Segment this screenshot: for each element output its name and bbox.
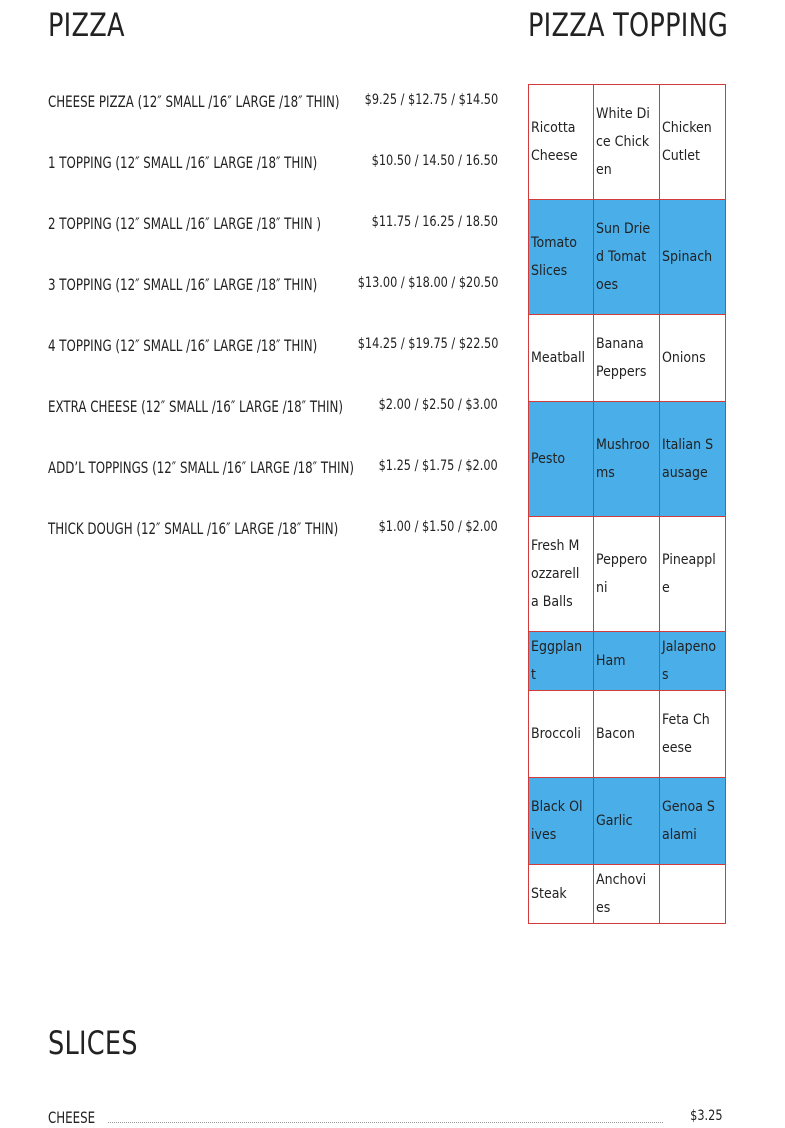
menu-item-name: THICK DOUGH (12″ SMALL /16″ LARGE /18″ THIN) [48,519,339,538]
menu-item-price: $1.00 / $1.50 / $2.00 [378,519,498,535]
topping-cell [594,200,660,315]
topping-cell [529,200,594,315]
topping-label: Jalapenos [662,639,717,683]
topping-cell [529,85,594,200]
topping-label: Tomato Slices [531,235,577,279]
topping-label: Ricotta Cheese [531,120,578,164]
slice-item-name: CHEESE [48,1108,96,1127]
topping-label: Ham [596,653,626,669]
topping-label: Fresh Mozzarella Balls [531,538,580,610]
topping-cell [660,865,726,924]
topping-cell [594,517,660,632]
topping-label: Meatball [531,350,586,366]
menu-item [48,84,498,145]
topping-cell [594,865,660,924]
menu-item-name: 4 TOPPING (12″ SMALL /16″ LARGE /18″ THIN) [48,336,318,355]
topping-cell [594,85,660,200]
topping-label: Bacon [596,726,635,742]
menu-item [48,511,498,572]
menu-item [48,389,498,450]
topping-cell [660,315,726,402]
topping-label: Black Olives [531,799,583,843]
menu-item-price: $1.25 / $1.75 / $2.00 [378,458,498,474]
topping-label: Steak [531,886,567,902]
topping-cell [529,402,594,517]
topping-row [529,865,726,924]
menu-item-price: $13.00 / $18.00 / $20.50 [357,275,498,291]
topping-label: White Dice Chicken [596,106,650,178]
topping-cell [594,632,660,691]
topping-cell [660,691,726,778]
topping-row [529,691,726,778]
menu-item [48,328,498,389]
topping-row [529,315,726,402]
menu-item-price: $11.75 / 16.25 / 18.50 [371,214,498,230]
topping-label: Italian Sausage [662,437,714,481]
menu-item [48,145,498,206]
topping-row [529,778,726,865]
menu-item-name: 2 TOPPING (12″ SMALL /16″ LARGE /18″ THIN ) [48,214,322,233]
menu-item-price: $10.50 / 14.50 / 16.50 [371,153,498,169]
topping-cell [660,632,726,691]
menu-item [48,450,498,511]
topping-label: Pesto [531,451,566,467]
topping-row [529,85,726,200]
topping-cell [529,315,594,402]
topping-table [528,84,726,924]
pizza-menu-list [48,84,498,572]
topping-cell [594,402,660,517]
topping-cell [529,517,594,632]
topping-row [529,632,726,691]
topping-cell [660,402,726,517]
menu-item [48,267,498,328]
topping-label: Broccoli [531,726,581,742]
menu-item-name: CHEESE PIZZA (12″ SMALL /16″ LARGE /18″ THIN) [48,92,340,111]
topping-label: Spinach [662,249,713,265]
topping-label: Banana Peppers [596,336,647,380]
topping-cell [660,778,726,865]
menu-item-price: $14.25 / $19.75 / $22.50 [357,336,498,352]
topping-cell [594,778,660,865]
pizza-section-title: PIZZA [48,6,125,44]
topping-label: Pineapple [662,552,716,596]
topping-label: Eggplant [531,639,583,683]
menu-item-name: 1 TOPPING (12″ SMALL /16″ LARGE /18″ THIN) [48,153,318,172]
topping-row [529,517,726,632]
slices-section-title: SLICES [48,1024,138,1062]
menu-item-price: $2.00 / $2.50 / $3.00 [378,397,498,413]
topping-cell [594,315,660,402]
topping-section-title: PIZZA TOPPING [528,6,729,44]
menu-item [48,206,498,267]
menu-item-price: $9.25 / $12.75 / $14.50 [364,92,498,108]
topping-row [529,402,726,517]
topping-cell [529,632,594,691]
topping-label: Feta Cheese [662,712,710,756]
menu-item-name: 3 TOPPING (12″ SMALL /16″ LARGE /18″ THIN) [48,275,318,294]
topping-cell [529,691,594,778]
topping-label: Onions [662,350,706,366]
topping-label: Chicken Cutlet [662,120,712,164]
topping-cell [660,517,726,632]
topping-cell [594,691,660,778]
topping-label: Anchovies [596,872,647,916]
topping-cell [660,200,726,315]
slice-item-price: $3.25 [690,1108,723,1124]
topping-label: Mushrooms [596,437,650,481]
topping-label: Genoa Salami [662,799,715,843]
topping-cell [529,778,594,865]
menu-item-name: ADD’L TOPPINGS (12″ SMALL /16″ LARGE /18″ THIN) [48,458,354,477]
topping-cell [529,865,594,924]
topping-row [529,200,726,315]
slice-item [48,1108,723,1128]
topping-label: Garlic [596,813,633,829]
topping-label: Sun Dried Tomatoes [596,221,651,293]
menu-item-name: EXTRA CHEESE (12″ SMALL /16″ LARGE /18″ THIN) [48,397,343,416]
topping-cell [660,85,726,200]
topping-label: Pepperoni [596,552,648,596]
